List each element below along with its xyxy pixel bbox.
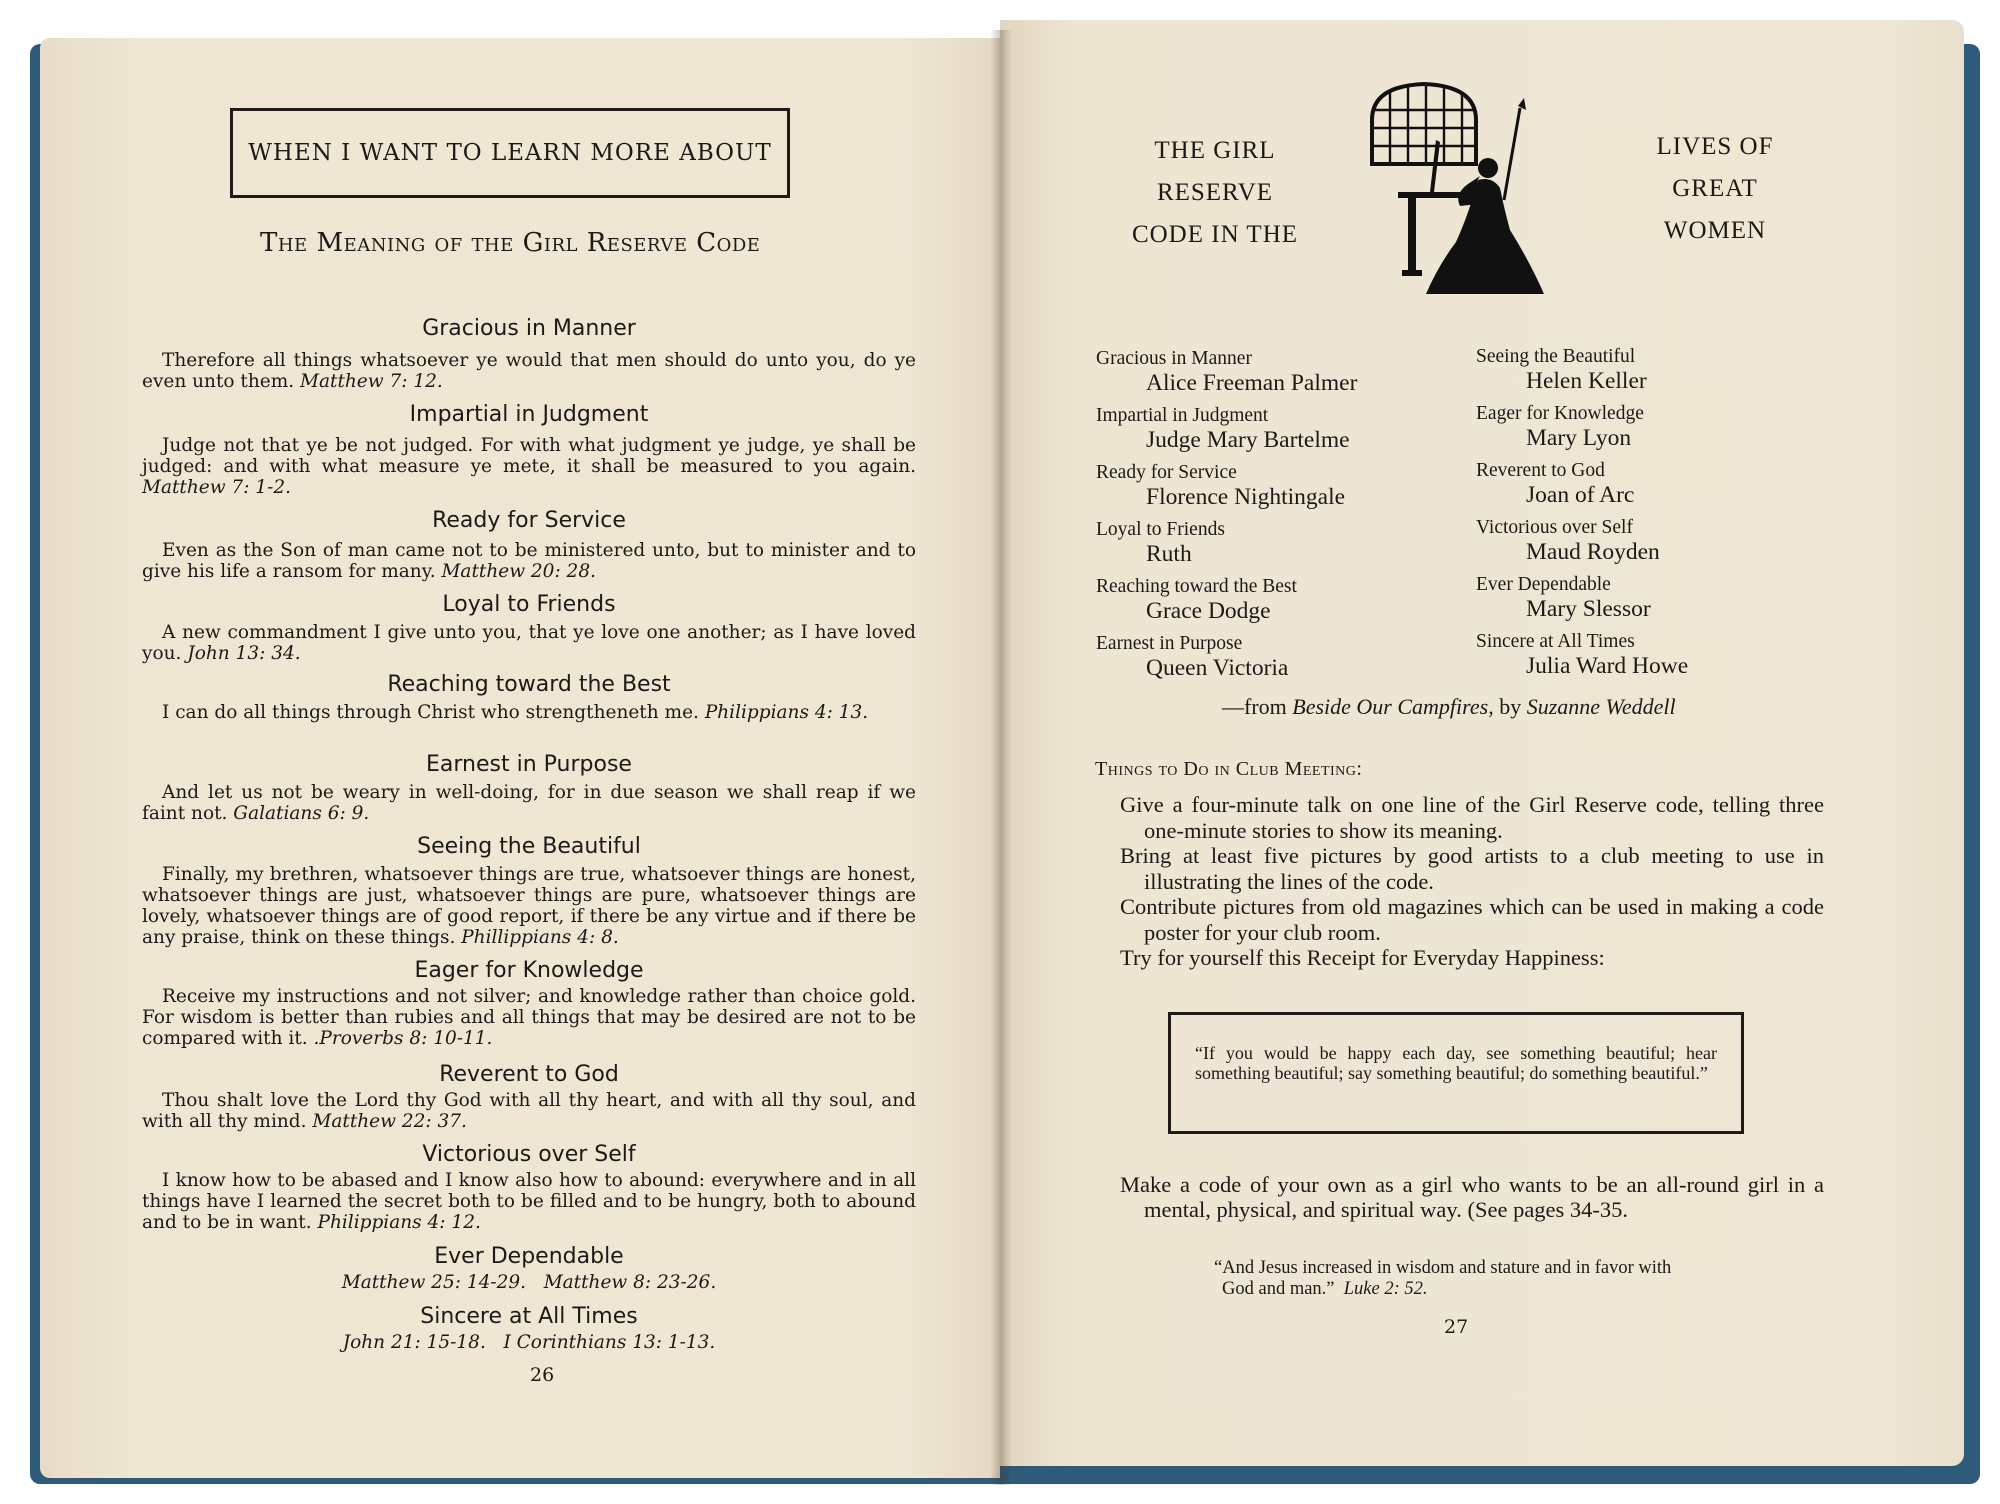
closing-quote-text: “And Jesus increased in wisdom and stature and in favor with God and man.” [1214,1258,1672,1299]
happiness-quote: “If you would be happy each day, see something beautiful; hear something beautiful; say something beautiful; do something beautiful.” [1195,1043,1717,1083]
verse-ref: Phillippians 4: 8. [461,927,619,948]
verse-ref: Matthew 7: 12. [300,371,443,392]
citation-author: Suzanne Weddell [1526,694,1676,719]
header-line: THE GIRL [1154,137,1276,164]
verse-ref: Matthew 25: 14-29. Matthew 8: 23-26. [341,1272,717,1293]
verse-ref: Galatians 6: 9. [233,803,370,824]
verse-text [142,986,916,1049]
list-item: Give a four-minute talk on one line of the Girl Reserve code, telling three one-minute stories to show its meaning. [1120,792,1824,843]
closing-quote-ref: Luke 2: 52. [1343,1279,1428,1299]
virtue-pair [1476,346,1647,394]
verse-ref: .Proverbs 8: 10-11. [313,1028,493,1049]
boxed-title [230,108,790,198]
page-gutter [990,30,1012,1485]
page-number: 27 [1444,1316,1469,1338]
header-line: RESERVE [1156,179,1274,206]
citation-prefix: —from [1222,694,1293,719]
verse-ref: Matthew 22: 37. [312,1111,467,1132]
virtue-label: Seeing the Beautiful [1476,346,1636,367]
verse-text [142,864,916,948]
virtue-label: Gracious in Manner [1096,348,1252,369]
verse-body: Judge not that ye be not judged. For with what judgment ye judge, ye shall be judged: and with what measure ye mete, it shall be measured to you again. [142,435,916,477]
section-heading: Reverent to God [439,1062,619,1087]
section-heading: Sincere at All Times [420,1304,638,1329]
woman-name: Judge Mary Bartelme [1146,427,1350,453]
verse-ref: John 21: 15-18. I Corinthians 13: 1-13. [342,1332,716,1353]
woman-name: Mary Slessor [1526,596,1651,622]
section-heading: Earnest in Purpose [426,752,632,777]
header-right [1620,126,1810,252]
verse-body: I can do all things through Christ who strengtheneth me. [162,702,699,723]
section-heading: Impartial in Judgment [409,402,649,427]
section-heading: Seeing the Beautiful [417,834,641,859]
list-item: Contribute pictures from old magazines which can be used in making a code poster for your club room. [1120,894,1824,945]
header-left [1110,130,1320,256]
virtue-pair [1096,576,1297,624]
closing-quote [1214,1258,1702,1300]
section-heading: Ready for Service [432,508,626,533]
woman-name: Alice Freeman Palmer [1146,370,1358,396]
verse-text [142,622,916,664]
virtue-label: Victorious over Self [1476,517,1633,538]
woman-name: Grace Dodge [1146,598,1271,624]
verse-body: Even as the Son of man came not to be ministered unto, but to minister and to give his life a ransom for many. [142,540,916,582]
virtue-pair [1096,348,1357,396]
virtue-label: Eager for Knowledge [1476,403,1644,424]
verse-text [142,1170,916,1233]
section-heading: Ever Dependable [434,1244,624,1269]
woman-name: Queen Victoria [1146,655,1289,681]
verse-text [142,435,916,498]
verse-ref: Philippians 4: 12. [317,1212,481,1233]
virtue-label: Impartial in Judgment [1096,405,1269,426]
woman-name: Joan of Arc [1526,482,1635,508]
verse-ref: Matthew 7: 1-2. [142,477,291,498]
virtue-label: Reverent to God [1476,460,1605,481]
verse-ref: Matthew 20: 28. [441,561,596,582]
verse-body: I know how to be abased and I know also how to abound: everywhere and in all things have I learned the secret both to be filled and to be hungry, both to abound and to be in want. [142,1170,916,1233]
verse-text [142,540,916,582]
woman-name: Helen Keller [1526,368,1647,394]
virtue-pair [1096,519,1225,567]
citation-by: by [1493,694,1527,719]
source-citation [1222,694,1676,720]
boxed-title-text: WHEN I WANT TO LEARN MORE ABOUT [248,140,772,166]
virtue-pair [1476,403,1644,451]
virtue-label: Sincere at All Times [1476,631,1635,652]
header-line: WOMEN [1663,217,1767,244]
verse-body: And let us not be weary in well-doing, for in due season we shall reap if we faint not. [142,782,916,824]
section-heading: Loyal to Friends [442,592,616,617]
section-heading: Gracious in Manner [422,316,636,341]
citation-book: Beside Our Campfires, [1292,694,1494,719]
happiness-quote-box [1168,1012,1744,1134]
header-line: LIVES OF [1656,133,1774,160]
verse-text [142,1090,916,1132]
verse-body: Finally, my brethren, whatsoever things are true, whatsoever things are honest, whatsoever things are just, whatsoever things are pure, whatsoever things are lovely, whatsoever things are of good report, if there be any virtue and if there be any praise, think on these things. [142,864,916,948]
woman-name: Ruth [1146,541,1192,567]
list-item: Try for yourself this Receipt for Everyday Happiness: [1120,945,1605,970]
verse-body: A new commandment I give unto you, that ye love one another; as I have loved you. [142,622,916,664]
woman-name: Julia Ward Howe [1526,653,1689,679]
virtue-pair [1476,517,1660,565]
virtue-label: Ready for Service [1096,462,1237,483]
verse-text [142,782,916,824]
things-to-do-title: Things to Do in Club Meeting: [1095,758,1363,780]
make-code-text: Make a code of your own as a girl who wants to be an all-round girl in a mental, physical, and spiritual way. (See pages 34-35. [1120,1172,1824,1222]
virtue-label: Earnest in Purpose [1096,633,1243,654]
section-heading: Eager for Knowledge [414,958,644,983]
section-heading: Reaching toward the Best [387,672,671,697]
verse-body: Therefore all things whatsoever ye would that men should do unto you, do ye even unto them. [142,350,916,392]
virtue-label: Loyal to Friends [1096,519,1225,540]
woman-name: Florence Nightingale [1146,484,1346,510]
verse-body: Thou shalt love the Lord thy God with all thy heart, and with all thy soul, and with all thy mind. [142,1090,916,1132]
header-line: CODE IN THE [1131,221,1299,248]
page-number: 26 [530,1364,555,1386]
woman-name: Mary Lyon [1526,425,1632,451]
verse-ref: John 13: 34. [187,643,301,664]
virtue-pair [1096,633,1288,681]
virtue-label: Ever Dependable [1476,574,1611,595]
header-line: GREAT [1672,175,1758,202]
virtue-pair [1096,462,1345,510]
virtue-label: Reaching toward the Best [1096,576,1297,597]
virtue-pair [1476,460,1634,508]
verse-ref: Philippians 4: 13. [704,702,869,723]
verse-body: Receive my instructions and not silver; and knowledge rather than choice gold. For wisdom is better than rubies and all things that may be desired are not to be compared with it. [142,986,916,1049]
verse-text [142,350,916,392]
virtue-pair [1096,405,1350,453]
verse-text [142,702,916,723]
list-item: Bring at least five pictures by good artists to a club meeting to use in illustrating the lines of the code. [1120,843,1824,894]
section-heading: Victorious over Self [422,1142,636,1167]
girl-at-window-silhouette-icon [1368,80,1548,298]
woman-name: Maud Royden [1526,539,1660,565]
virtue-pair [1476,574,1651,622]
code-meaning-subtitle: The Meaning of the Girl Reserve Code [260,228,761,258]
things-to-do-list [1120,792,1824,971]
virtue-pair [1476,631,1688,679]
